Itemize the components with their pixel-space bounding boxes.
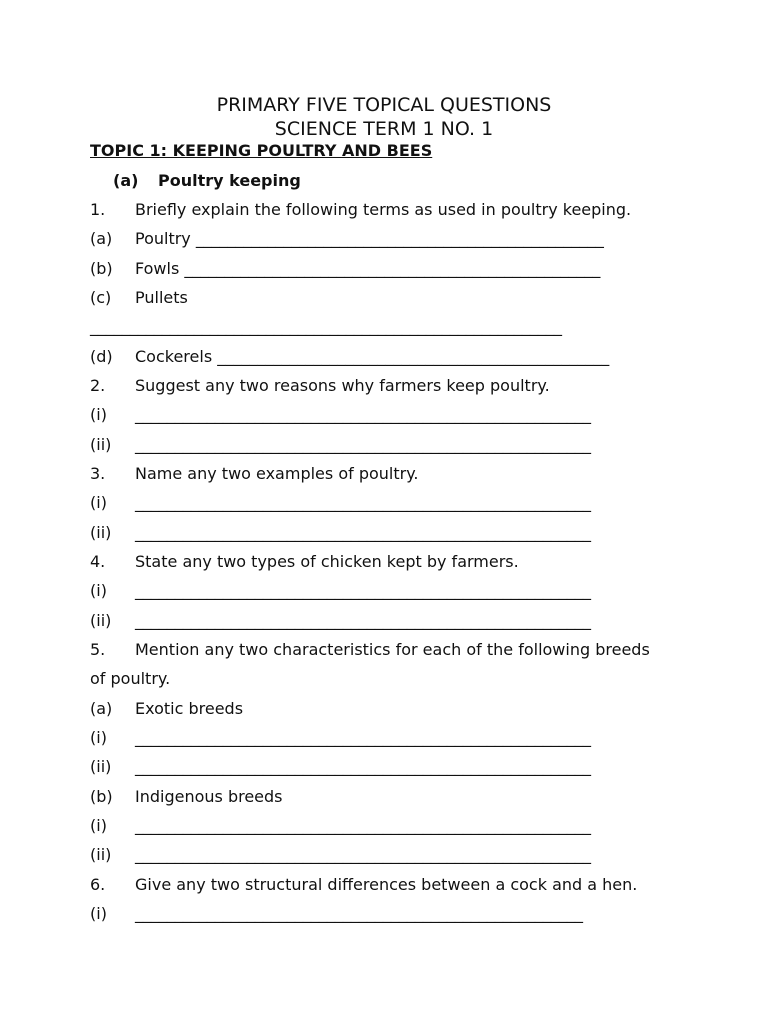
row-number: (b) [90,259,113,278]
row-number: (ii) [90,611,112,630]
row-number: (ii) [90,845,112,864]
row-text: State any two types of chicken kept by farmers. [135,552,519,571]
row-text: Pullets [135,288,188,307]
row-number: 5. [90,640,106,659]
row-text: Poultry ___________________________________________________ [135,229,604,248]
row-text: of poultry. [90,669,171,688]
row-text: Indigenous breeds [135,787,283,806]
row-text: Exotic breeds [135,699,244,718]
row-text: _________________________________________________________ [135,493,591,512]
row-text: _________________________________________________________ [135,728,591,747]
row-number: 4. [90,552,106,571]
row-number: (i) [90,493,107,512]
row-text: Mention any two characteristics for each of the following breeds [135,640,650,659]
row-text: _________________________________________________________ [135,523,591,542]
row-number: (ii) [90,435,112,454]
row-number: 3. [90,464,106,483]
page-title-line-1: PRIMARY FIVE TOPICAL QUESTIONS [216,94,552,116]
row-number: (a) [90,229,113,248]
page-title-line-2: SCIENCE TERM 1 NO. 1 [274,118,494,140]
row-text: Fowls ____________________________________________________ [135,259,601,278]
row-number: (i) [90,816,107,835]
row-text: _________________________________________________________ [135,581,591,600]
row-number: (d) [90,347,113,366]
row-text: Cockerels _________________________________________________ [135,347,610,366]
row-number: (i) [90,904,107,923]
row-text: _________________________________________________________ [135,845,591,864]
row-number: 2. [90,376,106,395]
row-text: Give any two structural differences between a cock and a hen. [135,875,638,894]
row-number: (b) [90,787,113,806]
row-text: ________________________________________________________ [135,904,583,923]
row-text: Suggest any two reasons why farmers keep poultry. [135,376,550,395]
row-text: _________________________________________________________ [135,405,591,424]
row-number: (i) [90,405,107,424]
row-number: 6. [90,875,106,894]
row-text: _________________________________________________________ [135,816,591,835]
row-text: _________________________________________________________ [135,435,591,454]
section-label: (a) [113,171,139,190]
row-number: (a) [90,699,113,718]
row-number: (i) [90,728,107,747]
row-number: (ii) [90,523,112,542]
topic-heading: TOPIC 1: KEEPING POULTRY AND BEES [90,141,433,160]
row-text: _________________________________________________________ [135,611,591,630]
row-text: ___________________________________________________________ [90,317,562,336]
row-number: (i) [90,581,107,600]
row-text: Briefly explain the following terms as used in poultry keeping. [135,200,632,219]
row-text: Name any two examples of poultry. [135,464,419,483]
section-title: Poultry keeping [158,171,301,190]
row-number: (c) [90,288,112,307]
row-number: 1. [90,200,106,219]
row-text: _________________________________________________________ [135,757,591,776]
row-number: (ii) [90,757,112,776]
